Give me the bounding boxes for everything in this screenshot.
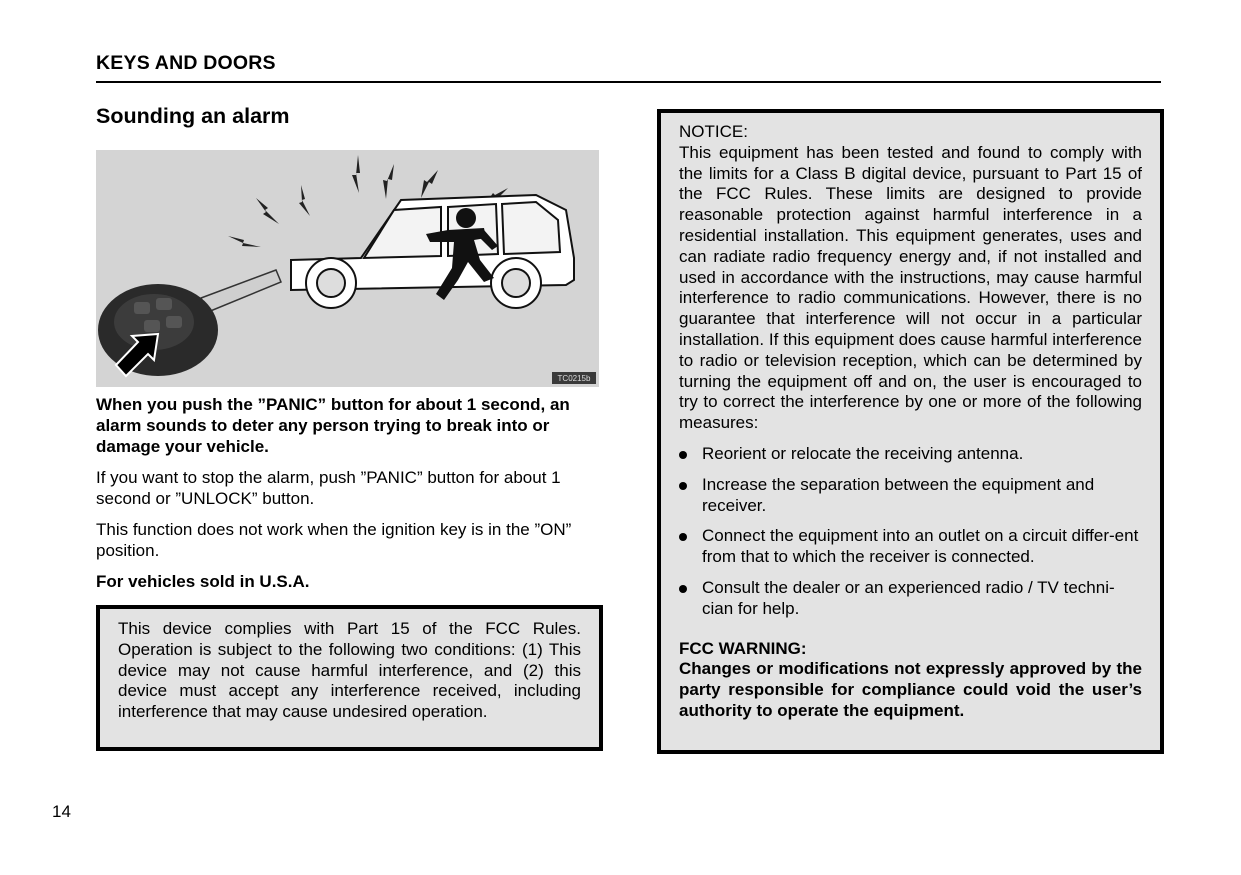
list-item-text: Consult the dealer or an experienced radio / TV techni-cian for help. — [702, 577, 1115, 618]
list-item — [679, 444, 1142, 465]
list-item-text: Increase the separation between the equipment and receiver. — [702, 474, 1095, 515]
list-item-text: Reorient or relocate the receiving antenna. — [702, 443, 1024, 463]
alarm-illustration-drawing — [96, 150, 599, 387]
page-number: 14 — [52, 802, 71, 821]
left-column — [96, 394, 600, 592]
fcc-warning-body: Changes or modifications not expressly approved by the party responsible for compliance could void the user’s authority to operate the equipment. — [679, 659, 1142, 720]
car-icon — [291, 195, 574, 308]
list-item — [679, 526, 1142, 568]
section-title: Sounding an alarm — [96, 104, 290, 128]
fcc-compliance-text: This device complies with Part 15 of the FCC Rules. Operation is subject to the following two conditions: (1) This device may not cause harmful interference, and (2) this device must accept any interference received, including interference that may cause undesired operation. — [118, 619, 581, 722]
list-item-text: Connect the equipment into an outlet on a circuit differ-ent from that to which the receiver is connected. — [702, 526, 1139, 567]
bullet-icon — [679, 451, 687, 459]
bullet-icon — [679, 533, 687, 541]
ignition-paragraph: This function does not work when the ignition key is in the ”ON” position. — [96, 520, 572, 560]
alarm-illustration — [96, 150, 599, 387]
fcc-warning-title: FCC WARNING: — [679, 638, 807, 658]
notice-box — [657, 109, 1164, 754]
fcc-compliance-box — [96, 605, 603, 751]
notice-label: NOTICE: — [679, 122, 748, 141]
header-rule — [96, 81, 1161, 83]
bullet-icon — [679, 585, 687, 593]
intro-paragraph: When you push the ”PANIC” button for about 1 second, an alarm sounds to deter any person trying to break into or damage your vehicle. — [96, 395, 570, 456]
list-item — [679, 475, 1142, 517]
notice-body: This equipment has been tested and found to comply with the limits for a Class B digital device, pursuant to Part 15 of the FCC Rules. These limits are designed to provide reasonable protection against harmful interference in a residential installation. This equipment generates, uses and can radiate radio frequency energy and, if not installed and used in accordance with the instructions, may cause harmful interference to radio communications. However, there is no guarantee that interference will not occur in a particular installation. If this equipment does cause harmful interference to radio or television reception, which can be determined by turning the equipment off and on, the user is encouraged to try to correct the interference by one or more of the following measures: — [679, 142, 1142, 433]
section-header: KEYS AND DOORS — [96, 52, 276, 74]
figure-code: TC0215b — [557, 374, 591, 383]
bullet-icon — [679, 482, 687, 490]
list-item — [679, 578, 1142, 620]
usa-heading: For vehicles sold in U.S.A. — [96, 572, 310, 591]
stop-alarm-paragraph: If you want to stop the alarm, push ”PANIC” button for about 1 second or ”UNLOCK” button. — [96, 468, 561, 508]
